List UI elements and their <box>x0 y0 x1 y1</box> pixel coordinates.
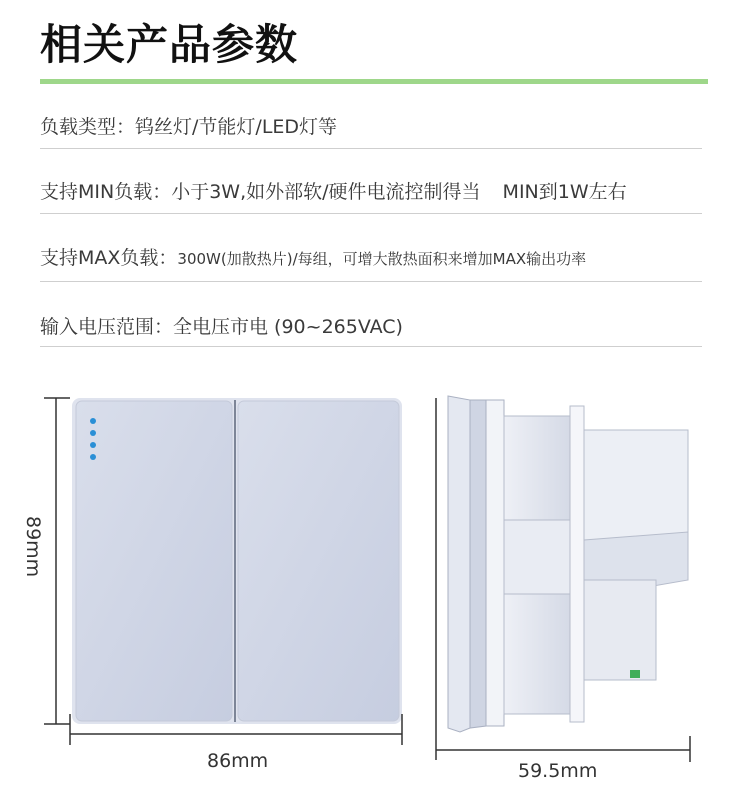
spec-row-load-type <box>40 112 702 149</box>
product-dimension-drawing <box>0 360 750 799</box>
spec-label: 输入电压范围： <box>40 316 174 338</box>
spec-label: 负载类型： <box>40 116 136 138</box>
side-view <box>448 396 688 732</box>
spec-value: 全电压市电 (90~265VAC) <box>173 316 403 338</box>
height-dimension <box>44 398 70 724</box>
height-label: 89mm <box>22 516 44 578</box>
left-rocker <box>76 401 232 721</box>
indicator-dot <box>90 442 96 448</box>
spec-extra: MIN到1W左右 <box>502 181 627 203</box>
indicator-dot <box>90 430 96 436</box>
spec-label: 支持MIN负载： <box>40 181 172 203</box>
indicator-dot <box>90 454 96 460</box>
spec-row-min-load <box>40 177 702 214</box>
spec-value: 300W(加散热片)/每组，可增大散热面积来增加MAX输出功率 <box>177 250 587 268</box>
spec-label: 支持MAX负载： <box>40 247 178 269</box>
width-label: 86mm <box>207 750 269 772</box>
front-view <box>72 398 402 724</box>
page-title: 相关产品参数 <box>40 20 299 69</box>
depth-label: 59.5mm <box>518 760 598 782</box>
right-rocker <box>238 401 399 721</box>
indicator-dot <box>90 418 96 424</box>
spec-value: 钨丝灯/节能灯/LED灯等 <box>135 116 338 138</box>
title-underline <box>40 79 708 84</box>
spec-value: 小于3W,如外部软/硬件电流控制得当 <box>171 181 481 203</box>
spec-row-max-load <box>40 243 702 282</box>
spec-row-input-voltage <box>40 312 702 347</box>
